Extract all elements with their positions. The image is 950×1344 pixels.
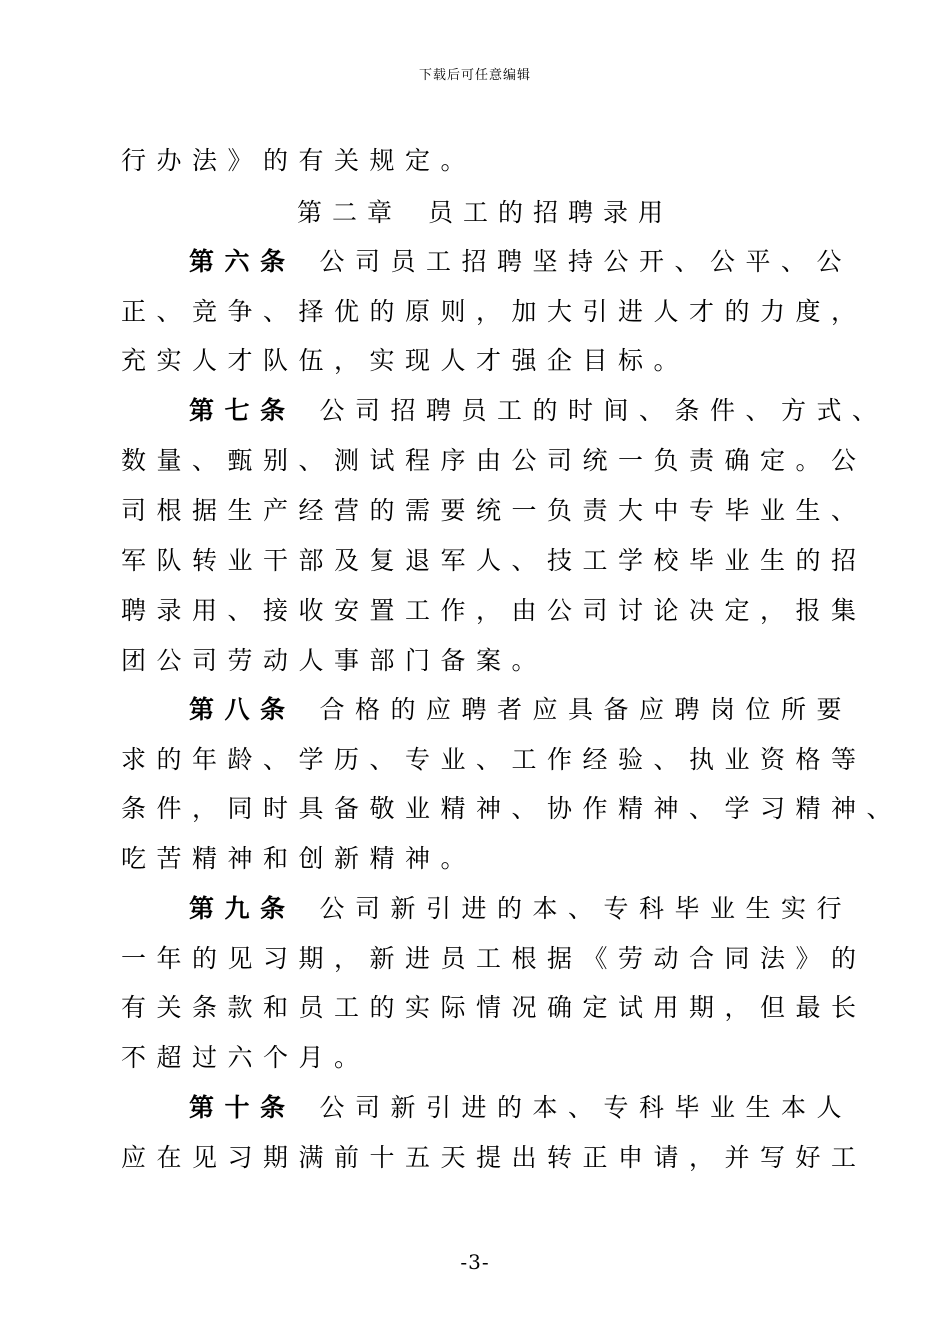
article-9-first-line bbox=[189, 894, 852, 924]
text-line: 应在见习期满前十五天提出转正申请，并写好工 bbox=[121, 1143, 867, 1172]
text-line: 充实人才队伍，实现人才强企目标。 bbox=[121, 346, 690, 375]
text-line: 数量、甄别、测试程序由公司统一负责确定。公 bbox=[121, 446, 867, 475]
article-7-first-line bbox=[189, 396, 888, 426]
text-line: 不超过六个月。 bbox=[121, 1043, 370, 1072]
article-8-first-line bbox=[189, 695, 852, 725]
text-line: 行办法》的有关规定。 bbox=[121, 146, 477, 175]
article-8-heading: 第八条 bbox=[189, 695, 296, 724]
text-line: 团公司劳动人事部门备案。 bbox=[121, 646, 548, 675]
text-line: 合格的应聘者应具备应聘岗位所要 bbox=[319, 695, 853, 724]
page-number: -3- bbox=[460, 1250, 490, 1274]
text-line: 公司新引进的本、专科毕业生实行 bbox=[319, 894, 853, 923]
chapter-name: 员工的招聘录用 bbox=[428, 198, 674, 227]
text-line: 聘录用、接收安置工作，由公司讨论决定，报集 bbox=[121, 596, 867, 625]
text-line: 司根据生产经营的需要统一负责大中专毕业生、 bbox=[121, 496, 867, 525]
text-line: 吃苦精神和创新精神。 bbox=[121, 844, 477, 873]
chapter-number: 第二章 bbox=[297, 198, 403, 227]
article-6-first-line bbox=[189, 247, 852, 277]
article-10-heading: 第十条 bbox=[189, 1093, 296, 1122]
text-line: 公司员工招聘坚持公开、公平、公 bbox=[319, 247, 853, 276]
text-line: 条件，同时具备敬业精神、协作精神、学习精神、 bbox=[121, 794, 903, 823]
article-10-first-line bbox=[189, 1093, 852, 1123]
article-6-heading: 第六条 bbox=[189, 247, 296, 276]
text-line: 正、竞争、择优的原则，加大引进人才的力度， bbox=[121, 297, 867, 326]
text-line: 求的年龄、学历、专业、工作经验、执业资格等 bbox=[121, 745, 867, 774]
chapter-title bbox=[297, 198, 673, 228]
article-9-heading: 第九条 bbox=[189, 894, 296, 923]
text-line: 一年的见习期，新进员工根据《劳动合同法》的 bbox=[121, 944, 867, 973]
text-line: 军队转业干部及复退军人、技工学校毕业生的招 bbox=[121, 546, 867, 575]
text-line: 有关条款和员工的实际情况确定试用期，但最长 bbox=[121, 993, 867, 1022]
text-line: 公司招聘员工的时间、条件、方式、 bbox=[319, 396, 888, 425]
header-note: 下载后可任意编辑 bbox=[418, 68, 531, 83]
article-7-heading: 第七条 bbox=[189, 396, 296, 425]
text-line: 公司新引进的本、专科毕业生本人 bbox=[319, 1093, 853, 1122]
